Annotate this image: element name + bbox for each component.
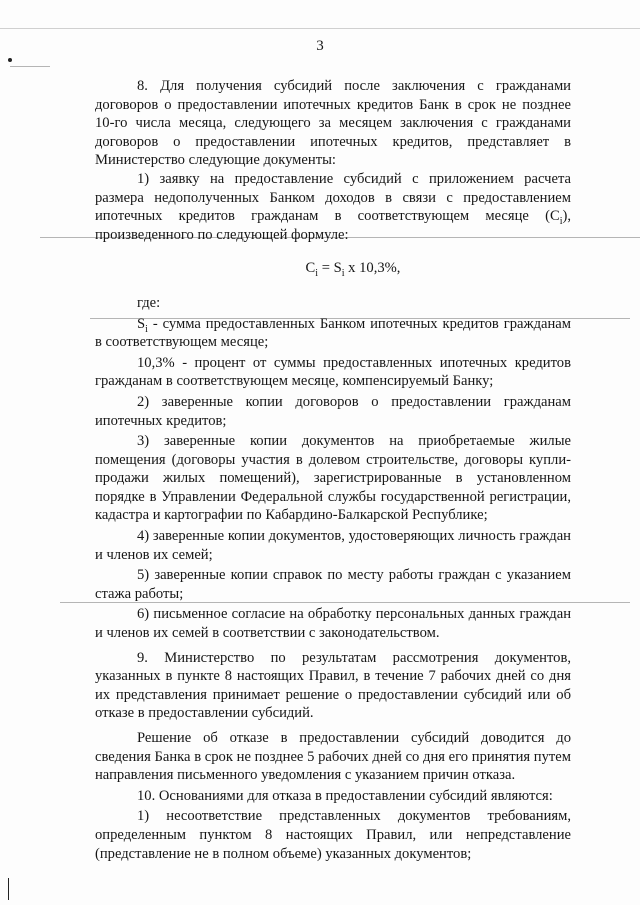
paragraph-text: 3) заверенные копии документов на приобретаемые жилые помещения (договоры участия в долевом строительстве, договоры купли-продажи жилых помещений), зарегистрированные в установленном порядке в Управлении Федеральной службы государственной регистрации, кадастра и картографии по Кабардино-Балкарской Республике; (95, 433, 571, 524)
paragraph-text: - сумма предоставленных Банком ипотечных кредитов гражданам в соответствующем месяце; (95, 315, 571, 351)
subscript: i (341, 268, 345, 280)
paragraph-text: где: (137, 294, 161, 311)
paragraph-9-refusal (95, 729, 571, 785)
paragraph-8 (95, 77, 571, 170)
paragraph-8-item-6 (95, 605, 571, 642)
where-label (95, 294, 571, 313)
subscript: i (315, 268, 319, 280)
paragraph-text: 9. Министерство по результатам рассмотрения документов, указанных в пункте 8 настоящих Правил, в течение 7 рабочих дней со дня их представления принимает решение о предоставлении субсидий или об отказе в предоставлении субсидий. (95, 649, 571, 722)
si-definition (95, 315, 571, 352)
percent-definition (95, 354, 571, 391)
scan-artifact-line (10, 66, 50, 67)
formula-part: C (305, 260, 316, 277)
paragraph-8-item-1 (95, 170, 571, 244)
paragraph-text: 6) письменное согласие на обработку персональных данных граждан и членов их семей в соответствии с законодательством. (95, 606, 571, 642)
paragraph-text: 1) несоответствие представленных документов требованиям, определенным пунктом 8 настоящих Правил, или непредставление (представление не в полном объеме) указанных документов; (95, 808, 571, 862)
paragraph-text: 10. Основаниями для отказа в предоставлении субсидий являются: (137, 787, 553, 804)
paragraph-text: 5) заверенные копии справок по месту работы граждан с указанием стажа работы; (95, 567, 571, 602)
paragraph-text: 4) заверенные копии документов, удостоверяющих личность граждан и членов их семей; (95, 528, 571, 563)
paragraph-8-item-4 (95, 527, 571, 564)
page-number: 3 (316, 38, 324, 54)
scan-artifact-line (0, 28, 640, 29)
paragraph-text: 10,3% - процент от суммы предоставленных ипотечных кредитов гражданам в соответствующем месяце, компенсируемый Банку; (95, 354, 571, 390)
paragraph-text: 1) заявку на предоставление субсидий с приложением расчета размера недополученных Банком доходов в связи с предоставлением ипотечных кредитов гражданам в соответствующем месяце (C (95, 170, 571, 225)
paragraph-8-item-3 (95, 432, 571, 525)
formula-part: x 10,3%, (344, 260, 401, 277)
scan-artifact-mark (8, 878, 9, 900)
scan-artifact-mark (8, 58, 12, 62)
formula-part: = S (318, 260, 342, 277)
paragraph-text: S (137, 315, 146, 332)
paragraph-text: 2) заверенные копии договоров о предоставлении гражданам ипотечных кредитов; (95, 393, 571, 429)
subscript: i (145, 323, 148, 335)
paragraph-8-item-5 (95, 566, 571, 603)
paragraph-text: 8. Для получения субсидий после заключения с гражданами договоров о предоставлении ипотечных кредитов Банк в срок не позднее 10-го числа месяца, следующего за месяцем заключения с гражданами договоров о предоставлении ипотечных кредитов, представляет в Министерство следующие документы: (95, 78, 571, 169)
formula (95, 259, 571, 278)
paragraph-10 (95, 787, 571, 806)
paragraph-8-item-2 (95, 393, 571, 430)
paragraph-9 (95, 649, 571, 723)
document-body (95, 77, 571, 863)
paragraph-10-item-1 (95, 807, 571, 863)
subscript: i (559, 216, 563, 228)
paragraph-text: Решение об отказе в предоставлении субсидий доводится до сведения Банка в срок не позднее 5 рабочих дней со дня его принятия путем направления письменного уведомления с указанием причин отказа. (95, 730, 571, 784)
paragraph-text: ), произведенного по следующей формуле: (95, 208, 571, 243)
